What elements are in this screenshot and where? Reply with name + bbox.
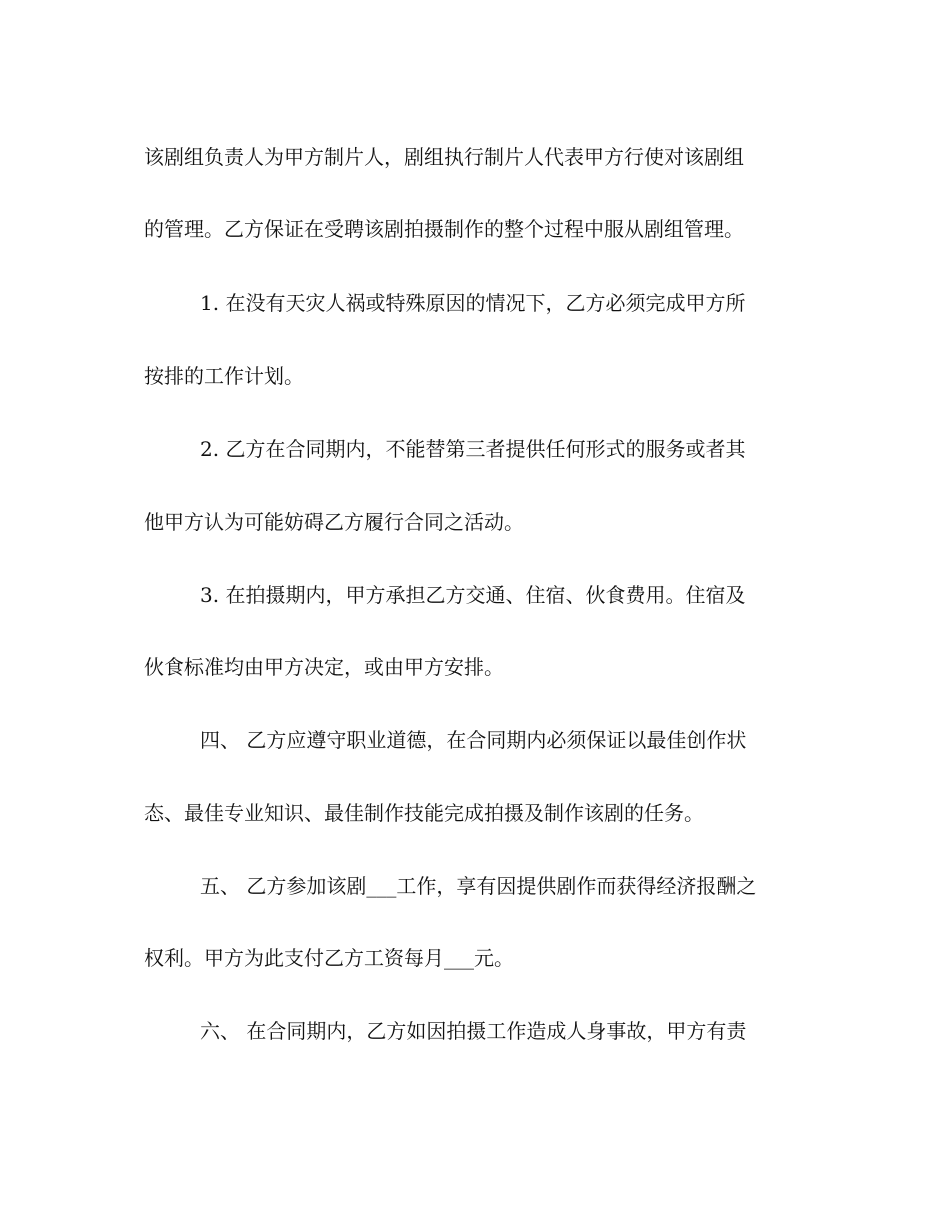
text-line-content: 五、 乙方参加该剧___工作，享有因提供剧作而获得经济报酬之 [200,874,757,898]
text-line-content: 按排的工作计划。 [144,364,304,388]
text-line-content: 2. 乙方在合同期内，不能替第三者提供任何形式的服务或者其 [200,437,746,461]
text-line-content: 伙食标准均由甲方决定，或由甲方安排。 [144,655,504,679]
text-line-content: 3. 在拍摄期内，甲方承担乙方交通、住宿、伙食费用。住宿及 [200,583,746,607]
text-line-content: 态、最佳专业知识、最佳制作技能完成拍摄及制作该剧的任务。 [144,801,704,825]
text-line-content: 1. 在没有天灾人祸或特殊原因的情况下，乙方必须完成甲方所 [200,291,746,315]
text-line-content: 该剧组负责人为甲方制片人，剧组执行制片人代表甲方行使对该剧组 [144,145,744,169]
text-line-content: 权利。甲方为此支付乙方工资每月___元。 [144,946,514,970]
text-line-content: 四、 乙方应遵守职业道德，在合同期内必须保证以最佳创作状 [200,728,747,752]
text-line-content: 的管理。乙方保证在受聘该剧拍摄制作的整个过程中服从剧组管理。 [144,217,744,241]
text-line-content: 六、 在合同期内，乙方如因拍摄工作造成人身事故，甲方有责 [200,1019,747,1043]
text-line-content: 他甲方认为可能妨碍乙方履行合同之活动。 [144,510,524,534]
